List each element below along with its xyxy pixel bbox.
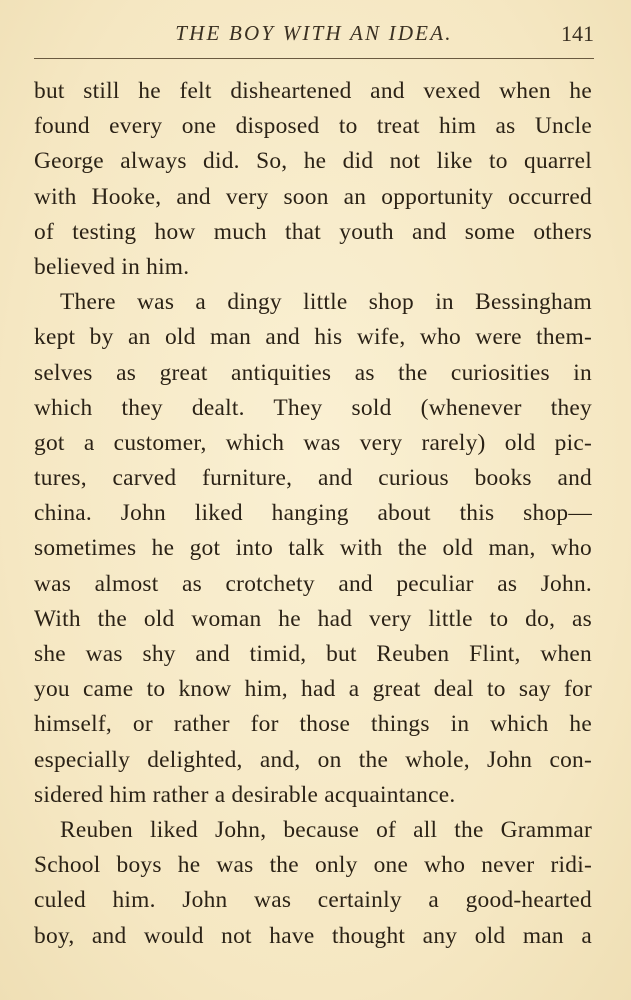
text-line: believed in him. <box>34 253 190 280</box>
text-line: There was a dingy little shop in Bessingham <box>60 289 592 316</box>
text-line: you came to know him, had a great deal to say for <box>34 676 592 703</box>
text-line: School boys he was the only one who never ridi- <box>34 852 592 879</box>
text-line: which they dealt. They sold (whenever they <box>34 394 592 421</box>
text-line: kept by an old man and his wife, who were them- <box>34 324 592 351</box>
running-title: THE BOY WITH AN IDEA. <box>175 21 453 45</box>
text-line: With the old woman he had very little to do, as <box>34 605 592 632</box>
text-line: tures, carved furniture, and curious books and <box>34 465 592 492</box>
text-line: selves as great antiquities as the curiosities in <box>34 359 592 386</box>
text-line: Reuben liked John, because of all the Grammar <box>60 816 592 843</box>
text-line: she was shy and timid, but Reuben Flint, when <box>34 641 592 667</box>
text-line: was almost as crotchety and peculiar as John. <box>34 570 592 597</box>
page-number: 141 <box>561 21 594 46</box>
text-line: found every one disposed to treat him as Uncle <box>34 113 592 140</box>
text-line: sometimes he got into talk with the old man, who <box>34 535 592 562</box>
header-rule <box>34 58 594 59</box>
text-line: culed him. John was certainly a good-hearted <box>34 887 592 914</box>
body-text <box>34 74 592 954</box>
text-line: boy, and would not have thought any old man a <box>34 922 592 949</box>
paragraph-3 <box>34 813 592 954</box>
text-line: of testing how much that youth and some others <box>34 218 592 245</box>
text-line: with Hooke, and very soon an opportunity occurred <box>34 183 592 210</box>
text-line: George always did. So, he did not like to quarrel <box>34 148 592 175</box>
page-header <box>34 18 594 52</box>
paragraph-1 <box>34 74 592 285</box>
text-line: sidered him rather a desirable acquaintance. <box>34 781 456 808</box>
text-line: got a customer, which was very rarely) old pic- <box>34 429 592 456</box>
text-line: himself, or rather for those things in which he <box>34 711 592 738</box>
paragraph-2 <box>34 285 592 813</box>
text-line: china. John liked hanging about this shop— <box>34 500 592 527</box>
text-line: especially delighted, and, on the whole, John con- <box>34 746 592 773</box>
text-line: but still he felt disheartened and vexed when he <box>34 78 592 104</box>
